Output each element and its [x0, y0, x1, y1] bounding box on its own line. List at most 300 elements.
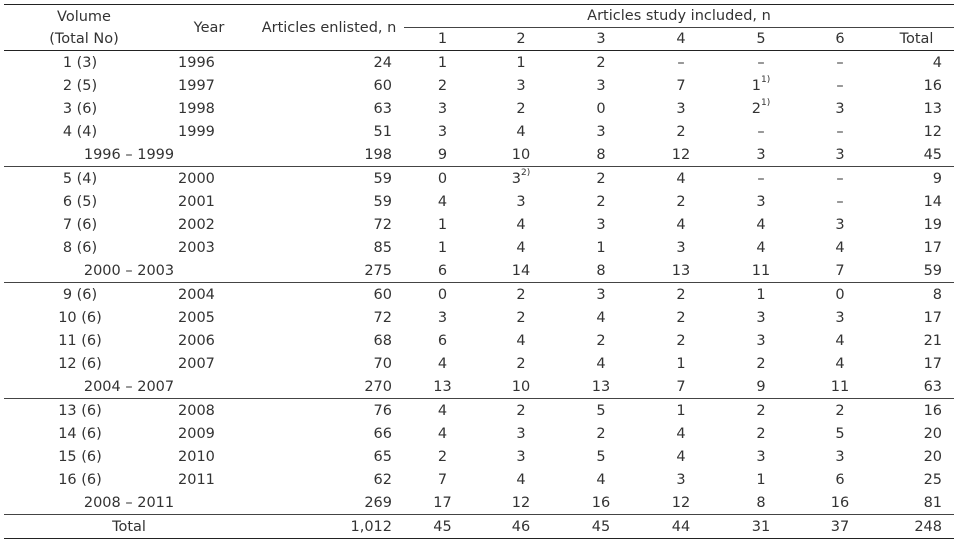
study-cell-6-value: 5 — [835, 425, 845, 442]
study-cell-3-value: 3 — [596, 123, 606, 140]
study-cell-6 — [801, 399, 879, 423]
enlisted-cell — [254, 167, 404, 191]
study-cell-4 — [641, 445, 721, 468]
study-cell-6 — [801, 236, 879, 259]
enlisted-cell-value: 68 — [373, 332, 392, 349]
subtotal-range-cell-value: 1996 – 1999 — [83, 146, 175, 163]
volume-cell-value: 7 (6) — [62, 216, 98, 233]
study-cell-2-value: 3 — [516, 425, 526, 442]
subtotal-study-cell-2 — [481, 143, 561, 167]
volume-cell-value: 1 (3) — [62, 54, 98, 71]
study-cell-6-value: 2 — [835, 402, 845, 419]
study-cell-6-value: 3 — [835, 216, 845, 233]
year-cell — [164, 329, 254, 352]
table-row — [4, 352, 954, 375]
study-cell-6 — [801, 167, 879, 191]
study-cell-5 — [721, 352, 801, 375]
table-body — [4, 51, 954, 539]
subtotal-row — [4, 259, 954, 283]
study-cell-6 — [801, 283, 879, 307]
year-cell-value: 1998 — [178, 100, 215, 117]
year-cell-value: 1996 — [178, 54, 215, 71]
study-cell-6-value: 4 — [835, 239, 845, 256]
subtotal-range-cell-value: 2004 – 2007 — [83, 378, 175, 395]
volume-cell — [4, 190, 164, 213]
subtotal-study-cell-5 — [721, 143, 801, 167]
study-cell-7-value: 17 — [923, 355, 943, 372]
study-cell-7-value: 21 — [923, 332, 943, 349]
study-cell-7 — [879, 399, 954, 423]
year-cell-value: 2011 — [178, 471, 215, 488]
study-cell-5 — [721, 468, 801, 491]
study-cell-7-value: 16 — [923, 77, 943, 94]
subtotal-study-cell-4 — [641, 143, 721, 167]
study-cell-6 — [801, 51, 879, 75]
study-cell-3 — [561, 97, 641, 120]
study-cell-6 — [801, 190, 879, 213]
subtotal-study-cell-1 — [404, 375, 481, 399]
subtotal-study-cell-6-value: 7 — [835, 262, 845, 279]
study-cell-2-value: 3 — [516, 193, 526, 210]
year-cell — [164, 468, 254, 491]
study-cell-7-value: 25 — [923, 471, 943, 488]
study-cell-6 — [801, 445, 879, 468]
volume-cell-value: 2 (5) — [62, 77, 98, 94]
volume-cell-value: 9 (6) — [62, 286, 98, 303]
study-cell-7-value: 16 — [923, 402, 943, 419]
study-cell-2 — [481, 306, 561, 329]
subtotal-study-cell-4-value: 7 — [676, 378, 686, 395]
study-cell-7-value: 8 — [932, 286, 943, 303]
subtotal-study-cell-1-value: 17 — [433, 494, 452, 511]
year-cell — [164, 51, 254, 75]
volume-cell — [4, 167, 164, 191]
study-cell-4-value: 4 — [676, 170, 686, 187]
study-cell-2 — [481, 74, 561, 97]
subtotal-row — [4, 143, 954, 167]
study-cell-7 — [879, 306, 954, 329]
study-cell-5-value: 1 — [756, 471, 766, 488]
subtotal-study-cell-1 — [404, 143, 481, 167]
study-cell-4-value: 4 — [676, 448, 686, 465]
study-cell-1 — [404, 306, 481, 329]
statistics-table-container — [4, 4, 954, 539]
footnote-marker: 2) — [520, 167, 531, 178]
study-cell-1 — [404, 51, 481, 75]
year-cell-value: 2005 — [178, 309, 215, 326]
study-cell-3-value: 2 — [596, 425, 606, 442]
subtotal-range-cell — [4, 259, 254, 283]
subtotal-enlisted-cell — [254, 375, 404, 399]
subtotal-study-cell-3-value: 16 — [591, 494, 611, 511]
subtotal-study-cell-6 — [801, 143, 879, 167]
study-cell-5 — [721, 167, 801, 191]
subtotal-enlisted-cell-value: 198 — [364, 146, 392, 163]
total-study-cell-3-value: 45 — [591, 518, 611, 535]
enlisted-cell — [254, 213, 404, 236]
subtotal-range-cell — [4, 375, 254, 399]
volume-cell — [4, 399, 164, 423]
subtotal-study-cell-5 — [721, 259, 801, 283]
study-cell-5 — [721, 97, 801, 120]
study-cell-4-value: 2 — [676, 309, 686, 326]
study-cell-2 — [481, 51, 561, 75]
study-cell-7 — [879, 51, 954, 75]
study-cell-4-value: 3 — [676, 471, 686, 488]
study-cell-3-value: 3 — [596, 216, 606, 233]
enlisted-cell — [254, 468, 404, 491]
study-cell-4 — [641, 306, 721, 329]
study-cell-3 — [561, 422, 641, 445]
subtotal-study-cell-6-value: 11 — [830, 378, 850, 395]
enlisted-cell — [254, 352, 404, 375]
study-cell-7 — [879, 74, 954, 97]
study-cell-4-value: 3 — [676, 100, 686, 117]
study-cell-3 — [561, 306, 641, 329]
study-cell-7-value: 12 — [923, 123, 943, 140]
header-year: Year — [164, 5, 254, 51]
subtotal-range-cell-value: 2000 – 2003 — [83, 262, 175, 279]
study-cell-6-value: – — [836, 170, 844, 187]
subtotal-study-cell-2 — [481, 259, 561, 283]
study-cell-4-value: 4 — [676, 216, 686, 233]
study-cell-6-value: – — [836, 123, 844, 140]
subtotal-study-cell-5-value: 9 — [756, 378, 766, 395]
study-cell-4-value: 7 — [676, 77, 686, 94]
study-cell-1 — [404, 120, 481, 143]
study-cell-6 — [801, 329, 879, 352]
study-cell-1-value: 7 — [437, 471, 448, 488]
header-volume-label: Volume — [57, 8, 111, 25]
study-cell-2 — [481, 422, 561, 445]
total-enlisted-cell-value: 1,012 — [350, 518, 392, 535]
enlisted-cell-value: 72 — [373, 309, 392, 326]
study-cell-6 — [801, 213, 879, 236]
volume-cell — [4, 236, 164, 259]
study-cell-6 — [801, 352, 879, 375]
table-row — [4, 190, 954, 213]
study-cell-3-value: 2 — [596, 170, 606, 187]
total-study-cell-2 — [481, 515, 561, 539]
study-cell-7-value: 20 — [923, 425, 943, 442]
study-cell-2 — [481, 120, 561, 143]
study-cell-4-value: 3 — [676, 239, 686, 256]
study-cell-5 — [721, 51, 801, 75]
subtotal-enlisted-cell — [254, 491, 404, 515]
volume-cell — [4, 445, 164, 468]
enlisted-cell-value: 62 — [373, 471, 392, 488]
study-cell-1-value: 3 — [437, 100, 448, 117]
study-cell-5 — [721, 190, 801, 213]
study-cell-2 — [481, 399, 561, 423]
study-cell-7 — [879, 283, 954, 307]
subtotal-study-cell-3 — [561, 375, 641, 399]
subtotal-study-cell-1-value: 13 — [433, 378, 452, 395]
study-cell-7-value: 4 — [932, 54, 943, 71]
study-cell-5 — [721, 236, 801, 259]
study-cell-2-value: 2 — [516, 402, 526, 419]
enlisted-cell-value: 65 — [373, 448, 392, 465]
study-cell-1-value: 0 — [437, 170, 448, 187]
study-cell-1 — [404, 74, 481, 97]
enlisted-cell — [254, 329, 404, 352]
table-row — [4, 120, 954, 143]
subtotal-study-cell-2 — [481, 375, 561, 399]
study-cell-4 — [641, 120, 721, 143]
study-cell-7-value: 9 — [932, 170, 943, 187]
study-cell-3 — [561, 445, 641, 468]
study-cell-2 — [481, 167, 561, 191]
total-study-cell-7-value: 248 — [914, 518, 943, 535]
articles-table — [4, 4, 954, 539]
subtotal-study-cell-5 — [721, 491, 801, 515]
header-articles-included: Articles study included, n — [404, 5, 954, 28]
enlisted-cell-value: 60 — [373, 286, 392, 303]
year-cell-value: 2000 — [178, 170, 215, 187]
volume-cell-value: 11 (6) — [58, 332, 102, 349]
study-cell-1 — [404, 399, 481, 423]
table-row — [4, 468, 954, 491]
subtotal-enlisted-cell-value: 269 — [364, 494, 392, 511]
subtotal-study-cell-3 — [561, 491, 641, 515]
total-study-cell-6 — [801, 515, 879, 539]
subtotal-study-cell-3-value: 8 — [596, 262, 606, 279]
year-cell-value: 1997 — [178, 77, 215, 94]
study-cell-4 — [641, 283, 721, 307]
study-cell-3 — [561, 283, 641, 307]
subtotal-study-cell-7 — [879, 375, 954, 399]
enlisted-cell-value: 85 — [373, 239, 392, 256]
volume-cell-value: 10 (6) — [58, 309, 102, 326]
subtotal-study-cell-3-value: 8 — [596, 146, 606, 163]
study-cell-7 — [879, 213, 954, 236]
study-cell-4 — [641, 329, 721, 352]
study-cell-1 — [404, 329, 481, 352]
table-row — [4, 97, 954, 120]
subtotal-study-cell-7 — [879, 491, 954, 515]
study-cell-3 — [561, 190, 641, 213]
study-cell-6-value: 3 — [835, 100, 845, 117]
footnote-marker: 1) — [760, 97, 771, 108]
study-cell-2-value: 2 — [516, 100, 526, 117]
study-cell-3-value: 4 — [596, 355, 606, 372]
study-cell-1-value: 6 — [437, 332, 448, 349]
study-cell-4 — [641, 167, 721, 191]
study-cell-4 — [641, 97, 721, 120]
volume-cell — [4, 97, 164, 120]
study-cell-7 — [879, 167, 954, 191]
study-cell-2-value: 4 — [516, 332, 526, 349]
subtotal-study-cell-6-value: 3 — [835, 146, 845, 163]
study-cell-3-value: 5 — [596, 402, 606, 419]
subtotal-enlisted-cell — [254, 259, 404, 283]
year-cell-value: 2007 — [178, 355, 215, 372]
volume-cell-value: 4 (4) — [62, 123, 98, 140]
volume-cell — [4, 51, 164, 75]
subtotal-study-cell-3-value: 13 — [591, 378, 611, 395]
study-cell-4 — [641, 352, 721, 375]
study-cell-1-value: 2 — [437, 448, 448, 465]
study-cell-2-value: 3 — [516, 77, 526, 94]
subtotal-study-cell-4-value: 13 — [671, 262, 691, 279]
subtotal-study-cell-7 — [879, 143, 954, 167]
study-cell-6-value: 6 — [835, 471, 845, 488]
study-cell-5-value: 1 — [756, 286, 766, 303]
year-cell-value: 2002 — [178, 216, 215, 233]
study-cell-6-value: – — [836, 54, 844, 71]
study-cell-5-value: 3 — [756, 448, 766, 465]
volume-cell — [4, 120, 164, 143]
table-row — [4, 213, 954, 236]
study-cell-2-value: 4 — [516, 471, 526, 488]
study-cell-3-value: 4 — [596, 309, 606, 326]
study-cell-3 — [561, 74, 641, 97]
study-cell-4 — [641, 213, 721, 236]
header-total-no-label: (Total No) — [49, 30, 119, 47]
enlisted-cell — [254, 283, 404, 307]
study-cell-2-value: 4 — [516, 123, 526, 140]
study-cell-6 — [801, 97, 879, 120]
enlisted-cell — [254, 445, 404, 468]
subtotal-study-cell-4 — [641, 259, 721, 283]
study-cell-4 — [641, 51, 721, 75]
year-cell — [164, 190, 254, 213]
subtotal-study-cell-4 — [641, 375, 721, 399]
study-cell-3 — [561, 468, 641, 491]
study-cell-6-value: – — [836, 77, 844, 94]
study-cell-7 — [879, 352, 954, 375]
study-cell-4-value: 2 — [676, 123, 686, 140]
total-study-cell-1 — [404, 515, 481, 539]
enlisted-cell — [254, 190, 404, 213]
header-study-col-6: 6 — [801, 28, 879, 51]
header-study-col-7: Total — [879, 28, 954, 51]
table-row — [4, 236, 954, 259]
study-cell-2 — [481, 329, 561, 352]
total-row — [4, 515, 954, 539]
study-cell-3 — [561, 329, 641, 352]
volume-cell-value: 15 (6) — [58, 448, 102, 465]
study-cell-5 — [721, 120, 801, 143]
year-cell-value: 2003 — [178, 239, 215, 256]
subtotal-study-cell-5-value: 3 — [756, 146, 766, 163]
study-cell-4-value: 2 — [676, 332, 686, 349]
header-study-col-2: 2 — [481, 28, 561, 51]
study-cell-1-value: 3 — [437, 309, 448, 326]
subtotal-study-cell-1-value: 6 — [437, 262, 448, 279]
enlisted-cell — [254, 399, 404, 423]
total-study-cell-2-value: 46 — [511, 518, 531, 535]
study-cell-1-value: 1 — [437, 54, 448, 71]
study-cell-4-value: 2 — [676, 193, 686, 210]
study-cell-7 — [879, 468, 954, 491]
subtotal-row — [4, 491, 954, 515]
year-cell — [164, 399, 254, 423]
subtotal-study-cell-3 — [561, 143, 641, 167]
subtotal-range-cell — [4, 143, 254, 167]
study-cell-7-value: 20 — [923, 448, 943, 465]
study-cell-5-value: – — [757, 54, 765, 71]
study-cell-3-value: 2 — [596, 54, 606, 71]
header-study-col-1: 1 — [404, 28, 481, 51]
header-volume — [4, 5, 164, 51]
study-cell-1 — [404, 468, 481, 491]
study-cell-2 — [481, 352, 561, 375]
study-cell-1-value: 4 — [437, 402, 448, 419]
study-cell-2-value: 4 — [516, 239, 526, 256]
study-cell-5 — [721, 74, 801, 97]
year-cell-value: 2008 — [178, 402, 215, 419]
subtotal-study-cell-4 — [641, 491, 721, 515]
study-cell-6-value: 3 — [835, 448, 845, 465]
subtotal-range-cell — [4, 491, 254, 515]
study-cell-3 — [561, 51, 641, 75]
table-header — [4, 5, 954, 51]
total-study-cell-5 — [721, 515, 801, 539]
year-cell-value: 1999 — [178, 123, 215, 140]
table-row — [4, 306, 954, 329]
study-cell-6 — [801, 468, 879, 491]
table-row — [4, 445, 954, 468]
table-row — [4, 283, 954, 307]
enlisted-cell — [254, 74, 404, 97]
subtotal-study-cell-3 — [561, 259, 641, 283]
subtotal-study-cell-6 — [801, 491, 879, 515]
volume-cell — [4, 213, 164, 236]
study-cell-2 — [481, 190, 561, 213]
study-cell-2-value: 3 — [511, 170, 521, 187]
study-cell-5 — [721, 445, 801, 468]
footnote-marker: 1) — [760, 74, 771, 85]
study-cell-1 — [404, 213, 481, 236]
enlisted-cell-value: 70 — [373, 355, 392, 372]
volume-cell-value: 8 (6) — [62, 239, 98, 256]
study-cell-4 — [641, 74, 721, 97]
study-cell-5 — [721, 306, 801, 329]
enlisted-cell — [254, 120, 404, 143]
total-study-cell-4-value: 44 — [671, 518, 691, 535]
study-cell-3 — [561, 167, 641, 191]
study-cell-6 — [801, 120, 879, 143]
study-cell-7 — [879, 120, 954, 143]
subtotal-enlisted-cell-value: 270 — [364, 378, 392, 395]
study-cell-2-value: 2 — [516, 355, 526, 372]
study-cell-6-value: – — [836, 193, 844, 210]
table-row — [4, 74, 954, 97]
total-study-cell-1-value: 45 — [433, 518, 452, 535]
volume-cell-value: 13 (6) — [58, 402, 102, 419]
study-cell-4-value: 1 — [676, 355, 686, 372]
year-cell — [164, 97, 254, 120]
header-study-col-4: 4 — [641, 28, 721, 51]
study-cell-3-value: 4 — [596, 471, 606, 488]
subtotal-study-cell-7-value: 45 — [923, 146, 943, 163]
study-cell-7-value: 14 — [923, 193, 943, 210]
study-cell-5-value: 2 — [756, 425, 766, 442]
total-study-cell-7 — [879, 515, 954, 539]
year-cell-value: 2006 — [178, 332, 215, 349]
study-cell-3 — [561, 352, 641, 375]
study-cell-6-value: 4 — [835, 355, 845, 372]
study-cell-2 — [481, 468, 561, 491]
subtotal-row — [4, 375, 954, 399]
year-cell — [164, 74, 254, 97]
volume-cell — [4, 422, 164, 445]
enlisted-cell-value: 60 — [373, 77, 392, 94]
year-cell-value: 2009 — [178, 425, 215, 442]
year-cell — [164, 352, 254, 375]
study-cell-2 — [481, 213, 561, 236]
